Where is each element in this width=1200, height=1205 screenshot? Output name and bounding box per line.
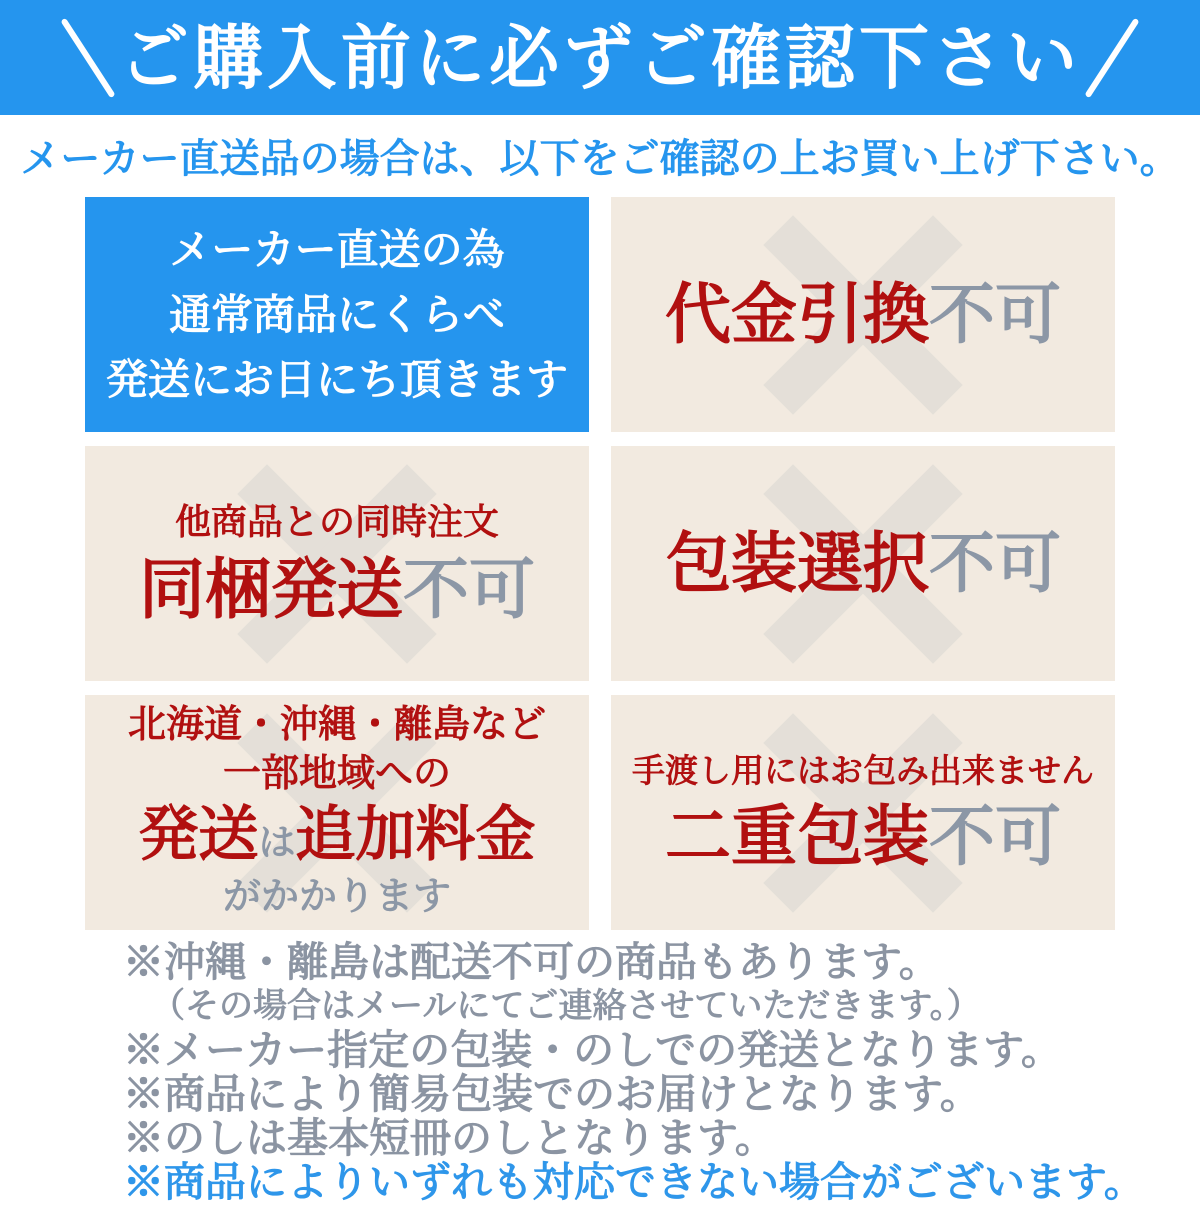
not-available-label: 不可 [929, 276, 1061, 351]
footnote-maker-wrap: ※メーカー指定の包装・のしでの発送となります。 [123, 1027, 1062, 1073]
box-cash-on-delivery [611, 197, 1115, 432]
additional-fee-term: 追加料金 [295, 801, 536, 869]
footnote-no-support: ※商品によりいずれも対応できない場合がございます。 [123, 1159, 1145, 1205]
remote-area-note-2: 一部地域への [222, 752, 451, 795]
not-available-label: 不可 [403, 551, 535, 626]
remote-area-fee-suffix: がかかります [222, 876, 451, 919]
box-bundled-shipping [85, 446, 589, 681]
footnote-mail-contact: （その場合はメールにてご連絡させていただきます。） [151, 987, 981, 1025]
info-line-3: 発送にお日にち頂きます [105, 356, 568, 404]
page-title: ご購入前に必ずご確認下さい [119, 18, 1081, 97]
info-line-2: 通常商品にくらべ [168, 290, 505, 338]
double-wrap-term: 二重包装 [665, 799, 929, 873]
info-line-1: メーカー直送の為 [169, 225, 505, 273]
wrap-selection-label [665, 526, 1061, 602]
remote-area-fee-label [139, 799, 536, 871]
header-banner [0, 0, 1200, 115]
subtitle: メーカー直送品の場合は、以下をご確認の上お買い上げ下さい。 [20, 137, 1180, 181]
shipping-term: 発送 [138, 801, 259, 869]
wrap-selection-term: 包装選択 [665, 525, 929, 600]
footnote-noshi: ※のしは基本短冊のしとなります。 [123, 1115, 776, 1161]
box-wrap-selection [611, 446, 1115, 681]
box-direct-shipping-info [85, 197, 589, 432]
double-wrap-note: 手渡し用にはお包み出来ません [632, 752, 1094, 790]
not-available-label: 不可 [929, 799, 1061, 873]
box-double-wrap [611, 695, 1115, 930]
double-wrap-label [665, 799, 1061, 875]
not-available-label: 不可 [929, 525, 1061, 600]
notice-grid [85, 197, 1115, 930]
cash-on-delivery-label [665, 277, 1061, 353]
box-remote-area-fee [85, 695, 589, 930]
particle-wa: は [258, 822, 296, 864]
footnotes-section [123, 940, 1200, 1204]
bundled-shipping-term: 同梱発送 [139, 551, 403, 626]
remote-area-note-1: 北海道・沖縄・離島など [127, 703, 546, 746]
slash-stroke-icon [1084, 17, 1139, 97]
bundled-shipping-label [139, 552, 535, 628]
bundled-shipping-note: 他商品との同時注文 [174, 501, 499, 543]
footnote-okinawa: ※沖縄・離島は配送不可の商品もあります。 [123, 939, 940, 985]
footnote-simple-wrap: ※商品により簡易包装でのお届けとなります。 [123, 1071, 981, 1117]
cash-on-delivery-term: 代金引換 [665, 276, 929, 351]
backslash-stroke-icon [60, 17, 115, 97]
